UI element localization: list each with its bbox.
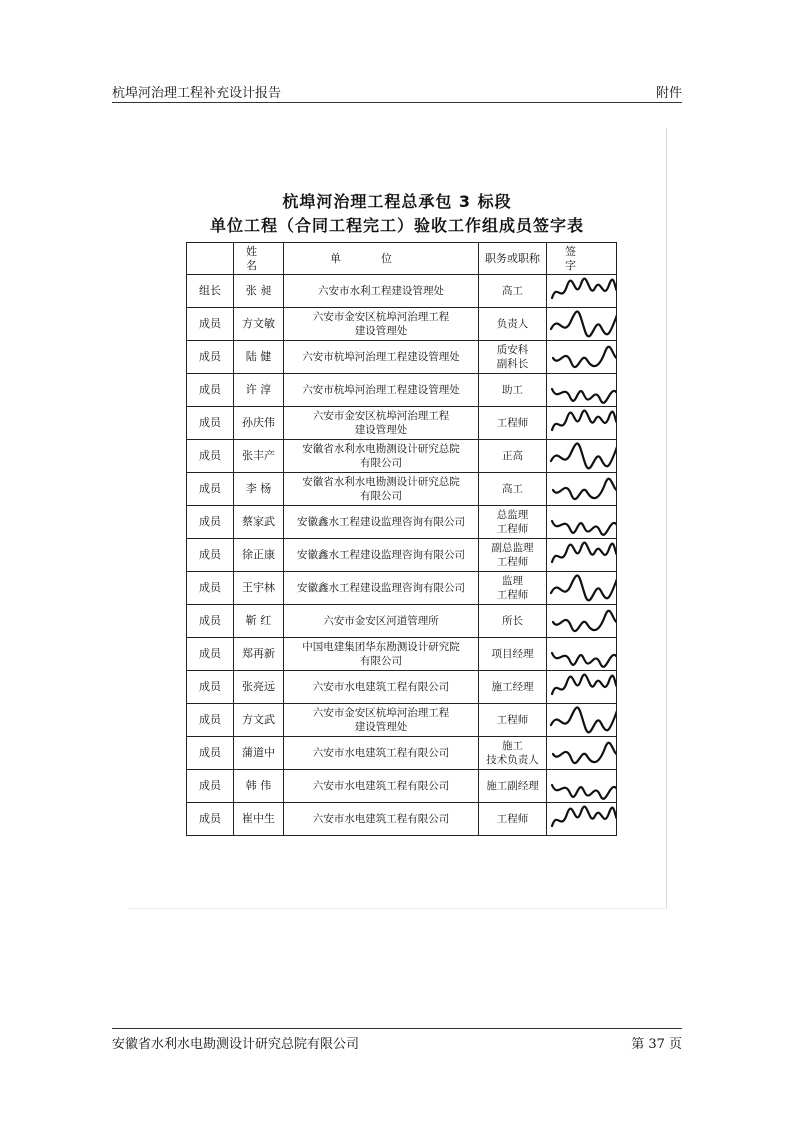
header-appendix-label: 附件 [655,86,682,101]
position-cell [479,440,547,473]
signature-cell [547,572,617,605]
position-line: 正高 [502,450,523,462]
header-name: 姓名 [234,243,284,275]
role-cell: 成员 [187,374,234,407]
position-line: 工程师 [496,714,529,726]
role-cell: 成员 [187,737,234,770]
unit-line: 安徽省水利水电勘测设计研究总院 [302,476,460,488]
unit-cell [284,275,479,308]
name-cell: 张丰产 [234,440,284,473]
position-cell [479,341,547,374]
unit-cell [284,605,479,638]
unit-line: 六安市金安区杭埠河治理工程 [312,707,450,719]
unit-cell [284,308,479,341]
unit-cell [284,473,479,506]
unit-cell [284,737,479,770]
handwritten-signature [549,606,617,636]
unit-cell [284,374,479,407]
document-title-line1: 杭埠河治理工程总承包 3 标段 [282,192,512,211]
role-cell: 成员 [187,638,234,671]
signature-cell [547,770,617,803]
position-cell [479,374,547,407]
table-row [187,506,617,539]
handwritten-signature [549,705,617,735]
position-cell [479,671,547,704]
signature-cell [547,671,617,704]
unit-line: 建设管理处 [354,325,408,337]
unit-line: 安徽鑫水工程建设监理咨询有限公司 [297,549,465,561]
unit-line: 六安市水电建筑工程有限公司 [312,780,450,792]
position-cell [479,704,547,737]
table-row [187,638,617,671]
position-line: 副科长 [496,358,529,370]
header-role [187,243,234,275]
name-cell: 徐正康 [234,539,284,572]
signature-cell [547,539,617,572]
name-cell: 王宇林 [234,572,284,605]
name-cell: 崔中生 [234,803,284,836]
signature-cell [547,374,617,407]
unit-line: 安徽省水利水电勘测设计研究总院 [302,443,460,455]
unit-cell [284,638,479,671]
unit-line: 安徽鑫水工程建设监理咨询有限公司 [297,516,465,528]
position-cell [479,770,547,803]
unit-cell [284,506,479,539]
unit-line: 建设管理处 [354,424,408,436]
document-title-line2: 单位工程（合同工程完工）验收工作组成员签字表 [209,216,584,235]
signature-cell [547,803,617,836]
position-cell [479,473,547,506]
position-line: 工程师 [496,589,529,601]
handwritten-signature [549,804,617,834]
position-line: 技术负责人 [486,754,539,766]
table-row [187,473,617,506]
position-line: 工程师 [496,556,529,568]
position-line: 项目经理 [491,648,534,660]
unit-cell [284,407,479,440]
name-cell: 韩 伟 [234,770,284,803]
position-cell [479,638,547,671]
unit-cell [284,341,479,374]
unit-line: 六安市水电建筑工程有限公司 [312,747,450,759]
name-cell: 蔡家武 [234,506,284,539]
unit-line: 有限公司 [360,457,402,469]
table-row [187,671,617,704]
role-cell: 成员 [187,605,234,638]
unit-cell [284,803,479,836]
handwritten-signature [549,639,617,669]
position-line: 高工 [502,483,523,495]
handwritten-signature [549,507,617,537]
table-row [187,803,617,836]
unit-line: 安徽鑫水工程建设监理咨询有限公司 [297,582,465,594]
role-cell: 成员 [187,671,234,704]
unit-line: 有限公司 [360,490,402,502]
position-line: 副总监理 [491,542,534,554]
signature-cell [547,605,617,638]
position-cell [479,506,547,539]
page-header [112,80,682,103]
position-cell [479,407,547,440]
name-cell: 李 杨 [234,473,284,506]
handwritten-signature [549,276,617,306]
table-row [187,308,617,341]
name-cell: 许 淳 [234,374,284,407]
signature-table [186,242,617,836]
role-cell: 成员 [187,539,234,572]
role-cell: 成员 [187,308,234,341]
position-cell [479,803,547,836]
page-footer [112,1028,682,1052]
table-row [187,275,617,308]
role-cell: 成员 [187,770,234,803]
position-line: 监理 [502,575,523,587]
unit-line: 六安市金安区杭埠河治理工程 [312,410,450,422]
unit-cell [284,539,479,572]
role-cell: 组长 [187,275,234,308]
position-line: 工程师 [496,523,529,535]
footer-company: 安徽省水利水电勘测设计研究总院有限公司 [112,1037,360,1052]
signature-cell [547,704,617,737]
handwritten-signature [549,342,617,372]
signature-cell [547,473,617,506]
header-position: 职务或职称 [479,243,547,275]
unit-cell [284,572,479,605]
handwritten-signature [549,474,617,504]
unit-cell [284,770,479,803]
table-row [187,374,617,407]
name-cell: 方文武 [234,704,284,737]
handwritten-signature [549,540,617,570]
role-cell: 成员 [187,440,234,473]
name-cell: 陆 健 [234,341,284,374]
table-row [187,539,617,572]
header-report-title: 杭埠河治理工程补充设计报告 [112,86,282,101]
unit-cell [284,671,479,704]
header-signature: 签字 [547,243,617,275]
handwritten-signature [549,441,617,471]
position-line: 高工 [502,285,523,297]
table-row [187,572,617,605]
signature-cell [547,308,617,341]
name-cell: 张亮远 [234,671,284,704]
position-line: 负责人 [496,318,529,330]
table-row [187,407,617,440]
position-line: 质安科 [496,344,529,356]
role-cell: 成员 [187,572,234,605]
handwritten-signature [549,573,617,603]
unit-cell [284,704,479,737]
unit-line: 中国电建集团华东勘测设计研究院 [302,641,460,653]
position-cell [479,605,547,638]
position-cell [479,308,547,341]
signature-cell [547,407,617,440]
unit-line: 六安市杭埠河治理工程建设管理处 [302,384,460,396]
unit-line: 六安市水电建筑工程有限公司 [312,681,450,693]
handwritten-signature [549,738,617,768]
position-line: 工程师 [496,813,529,825]
signature-cell [547,440,617,473]
table-row [187,341,617,374]
role-cell: 成员 [187,506,234,539]
table-row [187,440,617,473]
table-row [187,605,617,638]
position-line: 总监理 [496,509,529,521]
handwritten-signature [549,375,617,405]
position-line: 助工 [502,384,523,396]
role-cell: 成员 [187,704,234,737]
role-cell: 成员 [187,407,234,440]
role-cell: 成员 [187,803,234,836]
handwritten-signature [549,309,617,339]
signature-cell [547,638,617,671]
handwritten-signature [549,672,617,702]
position-line: 工程师 [496,417,529,429]
position-line: 施工 [502,740,523,752]
signature-cell [547,737,617,770]
unit-line: 六安市杭埠河治理工程建设管理处 [302,351,460,363]
name-cell: 张 昶 [234,275,284,308]
position-line: 施工副经理 [486,780,539,792]
name-cell: 靳 红 [234,605,284,638]
unit-line: 有限公司 [360,655,402,667]
unit-line: 六安市金安区杭埠河治理工程 [312,311,450,323]
name-cell: 蒲道中 [234,737,284,770]
footer-page-number: 第 37 页 [631,1037,682,1052]
position-line: 施工经理 [491,681,534,693]
position-line: 所长 [502,615,523,627]
table-header-row [187,243,617,275]
position-cell [479,572,547,605]
signature-cell [547,506,617,539]
position-cell [479,737,547,770]
position-cell [479,539,547,572]
table-row [187,704,617,737]
name-cell: 郑再新 [234,638,284,671]
name-cell: 孙庆伟 [234,407,284,440]
role-cell: 成员 [187,341,234,374]
header-unit: 单位 [284,243,479,275]
position-cell [479,275,547,308]
unit-line: 六安市水电建筑工程有限公司 [312,813,450,825]
table-row [187,770,617,803]
name-cell: 方文敏 [234,308,284,341]
unit-line: 建设管理处 [354,721,408,733]
handwritten-signature [549,771,617,801]
role-cell: 成员 [187,473,234,506]
unit-line: 六安市金安区河道管理所 [323,615,439,627]
signature-cell [547,341,617,374]
unit-cell [284,440,479,473]
table-row [187,737,617,770]
signature-cell [547,275,617,308]
unit-line: 六安市水利工程建设管理处 [318,285,444,297]
handwritten-signature [549,408,617,438]
